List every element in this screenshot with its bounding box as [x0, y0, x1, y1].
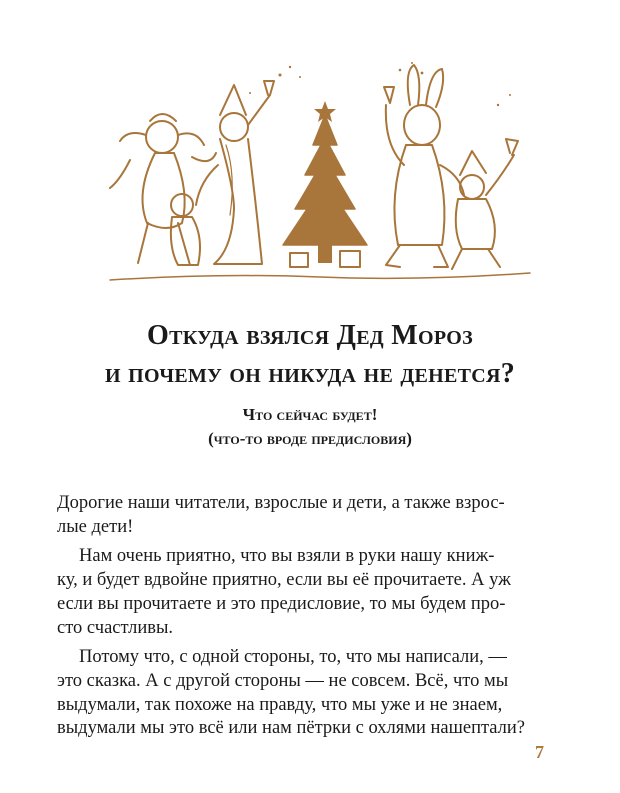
chapter-subtitle-line-2: (что-то вроде предисловия): [208, 429, 412, 448]
new-year-party-illustration: [100, 55, 540, 295]
body-line: лые дети!: [57, 516, 134, 537]
page-number: 7: [535, 742, 544, 762]
chapter-subtitle-line-1: Что сейчас будет!: [242, 405, 378, 424]
body-line: Нам очень приятно, что вы взяли в руки нашу книж-: [79, 546, 495, 567]
body-line: ку, и будет вдвойне приятно, если вы её прочитаете. А уж: [57, 570, 511, 591]
body-line: это сказка. А с другой стороны — не совсем. Всё, что мы: [57, 670, 509, 691]
body-line: сто счастливы.: [57, 617, 174, 638]
gnome-figure: [452, 139, 518, 269]
chapter-title-line-1: Откуда взялся Дед Мороз: [147, 320, 473, 351]
sparkle-icon: [249, 62, 511, 106]
bunny-figure: [384, 65, 464, 267]
ded-moroz-figure: [196, 81, 274, 264]
body-text: [57, 492, 567, 741]
body-line: если вы прочитаете и это предисловие, то мы будем про-: [57, 593, 506, 614]
body-line: выдумали мы это всё или нам пётрки с охлями нашептали?: [57, 718, 526, 739]
christmas-tree-figure: [283, 101, 367, 267]
body-line: выдумали, так похоже на правду, что мы уже и не знаем,: [57, 694, 503, 715]
body-line: Потому что, с одной стороны, то, что мы написали, —: [79, 647, 507, 668]
body-line: Дорогие наши читатели, взрослые и дети, а также взрос-: [57, 493, 505, 513]
chapter-title-line-2: и почему он никуда не денется?: [104, 358, 516, 389]
